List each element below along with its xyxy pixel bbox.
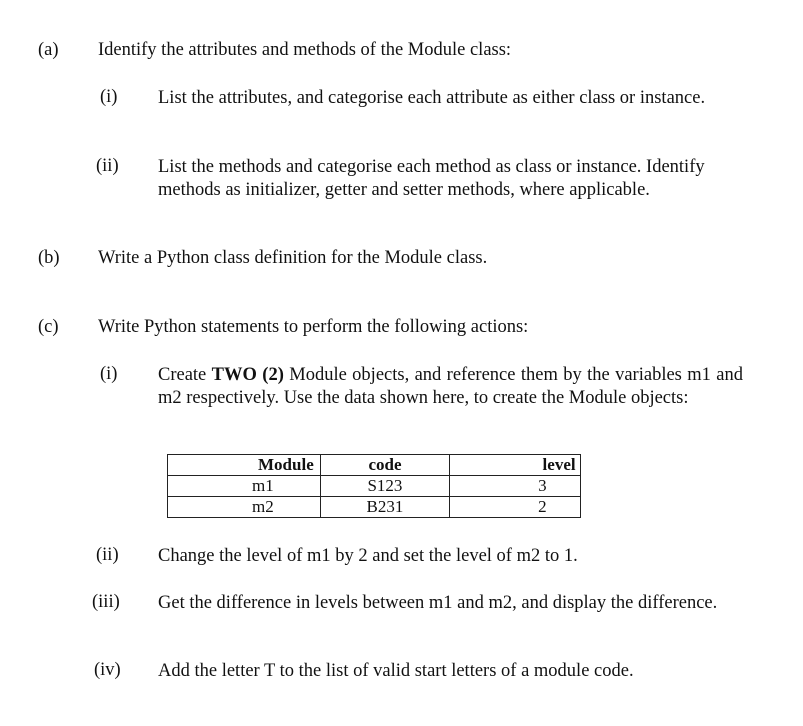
cell-code: B231 bbox=[320, 497, 449, 518]
part-a-ii-label: (ii) bbox=[96, 156, 119, 176]
part-a-label: (a) bbox=[38, 40, 59, 60]
part-c-i-text-after: Module objects, and reference them by the variables m1 and m2 respectively. Use the data shown here, to create the Module objects: bbox=[158, 365, 743, 408]
part-c-i-label: (i) bbox=[100, 364, 118, 384]
part-c-i-text-before: Create bbox=[158, 365, 212, 385]
header-module: Module bbox=[168, 455, 321, 476]
part-c-text: Write Python statements to perform the following actions: bbox=[98, 317, 529, 337]
module-data-table bbox=[167, 454, 581, 518]
cell-level: 3 bbox=[450, 476, 581, 497]
table-row bbox=[168, 476, 581, 497]
part-c-iv-text: Add the letter T to the list of valid start letters of a module code. bbox=[158, 661, 634, 681]
table-header-row bbox=[168, 455, 581, 476]
part-c-ii-label: (ii) bbox=[96, 545, 119, 565]
part-c-i-text bbox=[158, 364, 743, 410]
table-row bbox=[168, 497, 581, 518]
part-a-text: Identify the attributes and methods of the Module class: bbox=[98, 40, 512, 60]
part-b-text: Write a Python class definition for the Module class. bbox=[98, 248, 488, 268]
part-c-i-text-bold: TWO (2) bbox=[211, 365, 284, 385]
cell-code: S123 bbox=[320, 476, 449, 497]
part-b-label: (b) bbox=[38, 248, 60, 268]
header-code: code bbox=[320, 455, 449, 476]
cell-module: m2 bbox=[168, 497, 321, 518]
part-c-label: (c) bbox=[38, 317, 59, 337]
header-level: level bbox=[450, 455, 581, 476]
part-c-iii-label: (iii) bbox=[92, 592, 120, 612]
part-c-ii-text: Change the level of m1 by 2 and set the level of m2 to 1. bbox=[158, 546, 578, 566]
part-a-ii-text: List the methods and categorise each method as class or instance. Identify methods as initializer, getter and setter methods, where applicable. bbox=[158, 157, 705, 200]
part-c-iii-text: Get the difference in levels between m1 and m2, and display the difference. bbox=[158, 593, 718, 613]
cell-module: m1 bbox=[168, 476, 321, 497]
part-c-iv-label: (iv) bbox=[94, 660, 121, 680]
cell-level: 2 bbox=[450, 497, 581, 518]
part-a-i-label: (i) bbox=[100, 87, 118, 107]
part-a-i-text: List the attributes, and categorise each attribute as either class or instance. bbox=[158, 88, 706, 108]
